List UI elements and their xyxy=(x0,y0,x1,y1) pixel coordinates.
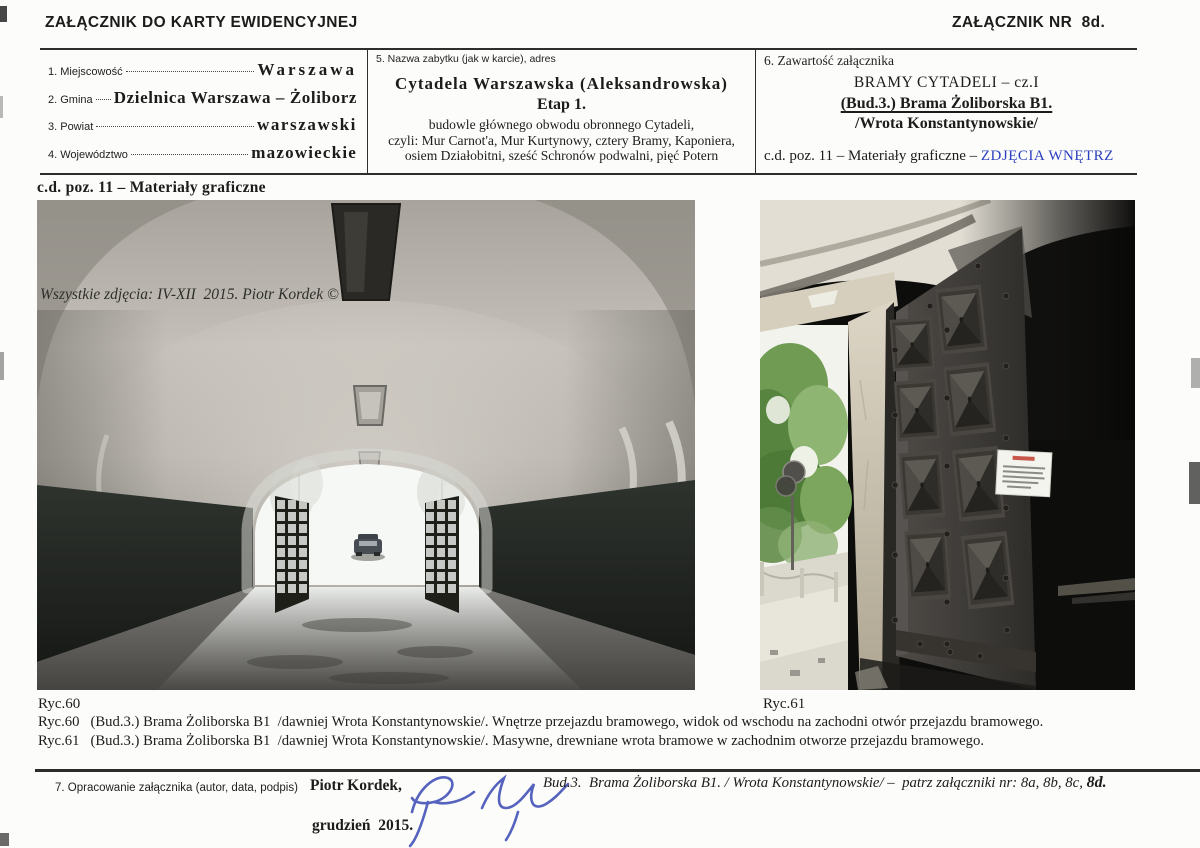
field-powiat xyxy=(48,115,357,135)
figure-label-ryc60: Ryc.60 xyxy=(38,696,81,712)
monument-title: Cytadela Warszawska (Aleksandrowska) xyxy=(395,74,728,93)
field-value: warszawski xyxy=(256,115,357,135)
dotted-leader xyxy=(96,126,254,127)
scan-artifact xyxy=(0,833,9,846)
door-leaf-left xyxy=(273,494,311,616)
photo-credit: Wszystkie zdjęcia: IV-XII 2015. Piotr Kordek © xyxy=(40,286,339,303)
field-label: 3. Powiat xyxy=(48,121,94,134)
footer-rule xyxy=(35,769,1200,772)
scan-artifact xyxy=(0,6,7,22)
contents-line-materials xyxy=(764,148,1129,165)
field-value: Dzielnica Warszawa – Żoliborz xyxy=(113,87,357,107)
location-fields xyxy=(40,50,367,173)
sign-pole xyxy=(791,496,794,570)
field-gmina xyxy=(48,88,357,108)
door-leaf-right xyxy=(423,494,461,616)
dotted-leader xyxy=(96,99,111,100)
info-table xyxy=(40,48,1137,175)
scan-artifact xyxy=(1189,462,1200,504)
dotted-leader xyxy=(131,154,248,155)
cell-label: 5. Nazwa zabytku (jak w karcie), adres xyxy=(376,53,556,65)
scan-artifact xyxy=(0,96,3,118)
footer-note-text: Bud.3. Brama Żoliborska B1. / Wrota Konstantynowskie/ – patrz załączniki nr: 8a, 8b, 8c, xyxy=(543,775,1087,791)
cell-label: 6. Zawartość załącznika xyxy=(764,53,895,68)
notice-sheet xyxy=(996,450,1052,497)
road-sign xyxy=(776,476,796,496)
materials-prefix: c.d. poz. 11 – Materiały graficzne – xyxy=(764,148,981,164)
photo-wooden-gate xyxy=(760,200,1135,690)
field-label: 1. Miejscowość xyxy=(48,65,123,78)
materials-highlight: ZDJĘCIA WNĘTRZ xyxy=(980,148,1114,164)
field-miejscowosc xyxy=(48,60,357,80)
page-title: ZAŁĄCZNIK DO KARTY EWIDENCYJNEJ xyxy=(45,14,358,31)
scan-artifact xyxy=(1191,358,1200,388)
tunnel-photo-graphic xyxy=(37,200,695,690)
scan-artifact xyxy=(0,352,4,380)
footer-note-bold: 8d. xyxy=(1086,774,1107,791)
photo-tunnel-interior xyxy=(37,200,695,690)
wall-shading-left xyxy=(37,310,167,510)
footer-date: grudzień 2015. xyxy=(312,817,414,834)
caption-ryc61: Ryc.61 (Bud.3.) Brama Żoliborska B1 /dawniej Wrota Konstantynowskie/. Masywne, drewniane wrota bramowe w zachodnim otworze przejazdu bramowego. xyxy=(38,733,985,749)
footer-author: Piotr Kordek, xyxy=(310,777,402,794)
field-value: mazowieckie xyxy=(251,143,357,163)
gate-photo-graphic xyxy=(760,200,1135,690)
attachment-number: ZAŁĄCZNIK NR 8d. xyxy=(952,14,1106,31)
figure-label-ryc61: Ryc.61 xyxy=(763,696,806,712)
section-heading: c.d. poz. 11 – Materiały graficzne xyxy=(37,179,266,196)
monument-desc-line: osiem Działobitni, sześć Schronów podwalni, pięć Potern xyxy=(404,148,719,163)
contents-line: BRAMY CYTADELI – cz.I xyxy=(853,74,1040,91)
contents-line: /Wrota Konstantynowskie/ xyxy=(855,115,1038,132)
field-label: 4. Województwo xyxy=(48,149,128,162)
monument-stage: Etap 1. xyxy=(537,96,586,113)
caption-ryc60: Ryc.60 (Bud.3.) Brama Żoliborska B1 /dawniej Wrota Konstantynowskie/. Wnętrze przejazdu bramowego, widok od wschodu na zachodni otwór przejazdu bramowego. xyxy=(38,714,1044,730)
contents-line-underlined: (Bud.3.) Brama Żoliborska B1. xyxy=(840,95,1053,112)
monument-desc-line: czyli: Mur Carnot'a, Mur Kurtynowy, cztery Bramy, Kaponiera, xyxy=(388,132,735,148)
attachment-contents-cell xyxy=(755,50,1137,173)
footer-note xyxy=(543,774,1107,792)
outdoor-view xyxy=(760,325,852,690)
footer-label: 7. Opracowanie załącznika (autor, data, podpis) xyxy=(55,782,298,794)
monument-desc-line: budowle głównego obwodu obronnego Cytadeli, xyxy=(428,117,695,132)
field-label: 2. Gmina xyxy=(48,93,93,106)
field-value: Warszawa xyxy=(257,59,357,79)
dotted-leader xyxy=(126,71,255,72)
field-wojewodztwo xyxy=(48,143,357,163)
monument-name-cell xyxy=(367,50,755,173)
